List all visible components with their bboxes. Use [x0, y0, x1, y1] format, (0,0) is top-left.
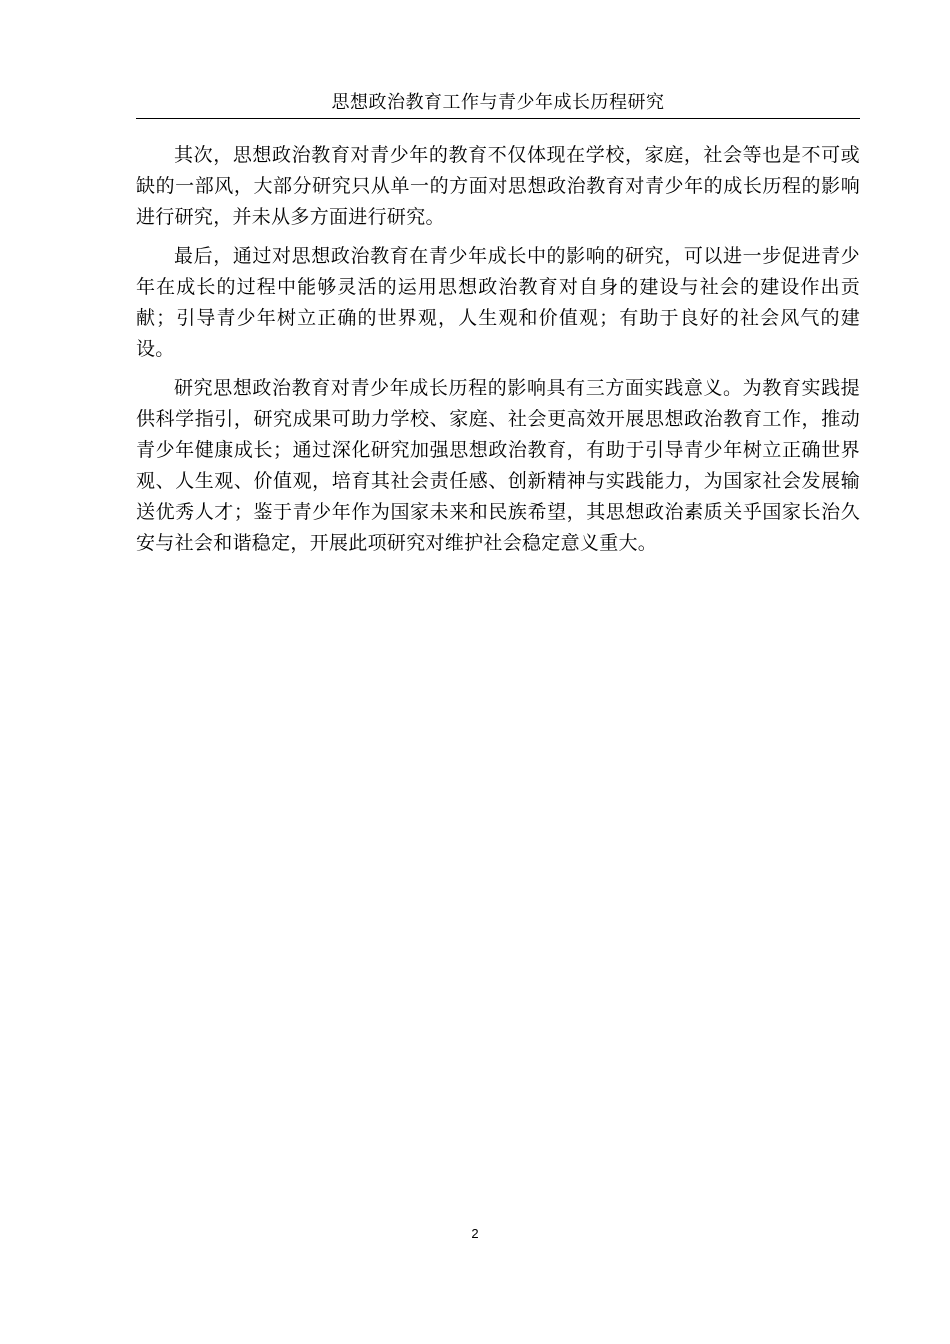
paragraph: 最后，通过对思想政治教育在青少年成长中的影响的研究，可以进一步促进青少年在成长的过程中能够灵活的运用思想政治教育对自身的建设与社会的建设作出贡献；引导青少年树立正确的世界观，人生观和价值观；有助于良好的社会风气的建设。: [136, 245, 860, 360]
paragraph: 研究思想政治教育对青少年成长历程的影响具有三方面实践意义。为教育实践提供科学指引，研究成果可助力学校、家庭、社会更高效开展思想政治教育工作，推动青少年健康成长；通过深化研究加强思想政治教育，有助于引导青少年树立正确世界观、人生观、价值观，培育其社会责任感、创新精神与实践能力，为国家社会发展输送优秀人才；鉴于青少年作为国家未来和民族希望，其思想政治素质关乎国家长治久安与社会和谐稳定，开展此项研究对维护社会稳定意义重大。: [136, 377, 860, 554]
page-number: 2: [471, 1226, 479, 1241]
header-divider: [136, 118, 860, 119]
running-header-title: 思想政治教育工作与青少年成长历程研究: [331, 92, 665, 113]
paragraph: 其次，思想政治教育对青少年的教育不仅体现在学校，家庭，社会等也是不可或缺的一部风，大部分研究只从单一的方面对思想政治教育对青少年的成长历程的影响进行研究，并未从多方面进行研究。: [136, 144, 860, 228]
body-text: [136, 140, 860, 567]
